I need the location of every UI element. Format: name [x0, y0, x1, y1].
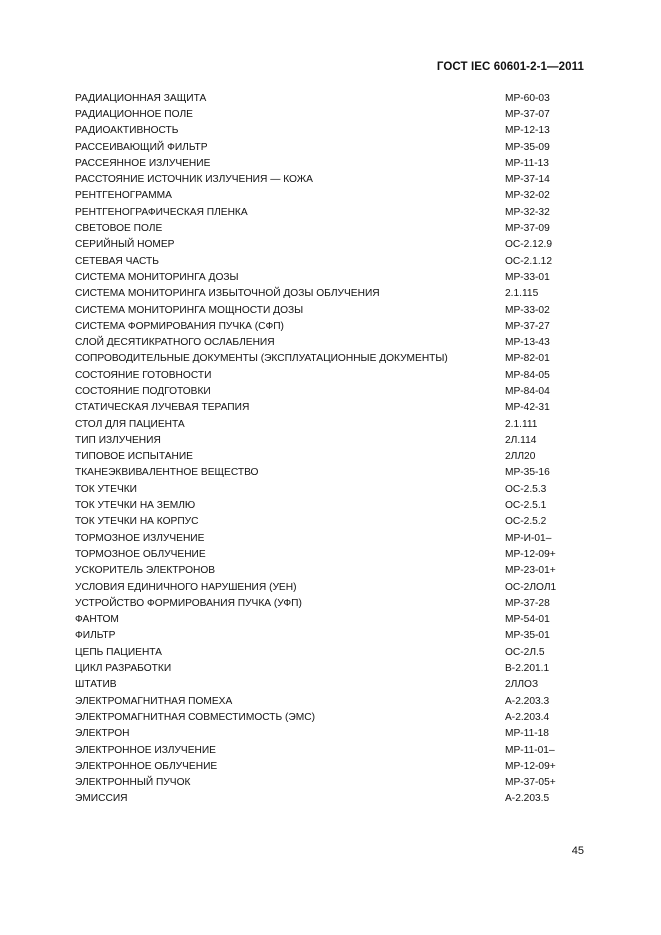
term-reference: МР-23-01+ — [505, 565, 556, 577]
term-row — [75, 774, 575, 790]
term-row — [75, 334, 575, 350]
term-row — [75, 563, 575, 579]
term-reference: 2ЛЛОЗ — [505, 679, 539, 691]
term-name: ЭЛЕКТРОННОЕ ИЗЛУЧЕНИЕ — [75, 744, 216, 756]
term-row — [75, 742, 575, 758]
term-name: СЕРИЙНЫЙ НОМЕР — [75, 239, 175, 251]
term-reference: МР-60-03 — [505, 92, 550, 104]
term-reference: МР-84-04 — [505, 385, 550, 397]
term-row — [75, 432, 575, 448]
term-reference: МР-37-14 — [505, 174, 550, 186]
term-row — [75, 595, 575, 611]
term-name: ТОРМОЗНОЕ ОБЛУЧЕНИЕ — [75, 548, 206, 560]
term-row — [75, 220, 575, 236]
term-reference: В-2.201.1 — [505, 663, 550, 675]
term-name: СВЕТОВОЕ ПОЛЕ — [75, 223, 163, 235]
term-name: РАССТОЯНИЕ ИСТОЧНИК ИЗЛУЧЕНИЯ — КОЖА — [75, 174, 313, 186]
term-reference: МР-32-02 — [505, 190, 550, 202]
term-reference: 2.1.111 — [505, 418, 538, 430]
term-row — [75, 106, 575, 122]
term-name: УСЛОВИЯ ЕДИНИЧНОГО НАРУШЕНИЯ (УЕН) — [75, 581, 297, 593]
term-row — [75, 726, 575, 742]
term-row — [75, 367, 575, 383]
term-row — [75, 546, 575, 562]
term-name: ЦИКЛ РАЗРАБОТКИ — [75, 663, 172, 675]
term-name: ЭЛЕКТРОННЫЙ ПУЧОК — [75, 777, 191, 789]
term-reference: МР-37-05+ — [505, 777, 556, 789]
term-name: ТОРМОЗНОЕ ИЗЛУЧЕНИЕ — [75, 532, 205, 544]
term-row — [75, 383, 575, 399]
term-name: ФИЛЬТР — [75, 630, 116, 642]
term-reference: МР-11-13 — [505, 157, 549, 169]
term-row — [75, 612, 575, 628]
term-name: РАДИАЦИОННОЕ ПОЛЕ — [75, 108, 193, 120]
term-row — [75, 123, 575, 139]
term-name: УСКОРИТЕЛЬ ЭЛЕКТРОНОВ — [75, 565, 216, 577]
term-reference: А-2.203.3 — [505, 695, 550, 707]
term-row — [75, 497, 575, 513]
term-reference: 2Л.114 — [505, 434, 537, 446]
term-row — [75, 318, 575, 334]
term-name: ЭЛЕКТРОМАГНИТНАЯ СОВМЕСТИМОСТЬ (ЭМС) — [75, 711, 315, 723]
term-row — [75, 286, 575, 302]
term-row — [75, 758, 575, 774]
term-name: ТОК УТЕЧКИ — [75, 483, 137, 495]
term-name: РАССЕЯННОЕ ИЗЛУЧЕНИЕ — [75, 157, 211, 169]
term-name: РАДИОАКТИВНОСТЬ — [75, 125, 179, 137]
term-row — [75, 416, 575, 432]
term-row — [75, 188, 575, 204]
term-reference: 2ЛЛ20 — [505, 451, 536, 463]
term-reference: А-2.203.4 — [505, 711, 550, 723]
term-name: ТИПОВОЕ ИСПЫТАНИЕ — [75, 451, 193, 463]
term-name: СОСТОЯНИЕ ГОТОВНОСТИ — [75, 369, 212, 381]
term-row — [75, 644, 575, 660]
term-row — [75, 579, 575, 595]
term-name: ТОК УТЕЧКИ НА ЗЕМЛЮ — [75, 500, 196, 512]
term-row — [75, 660, 575, 676]
term-reference: МР-12-09+ — [505, 548, 556, 560]
term-reference: МР-35-09 — [505, 141, 550, 153]
term-reference: МР-37-09 — [505, 223, 550, 235]
term-reference: МР-12-09+ — [505, 760, 556, 772]
term-reference: МР-13-43 — [505, 337, 550, 349]
term-reference: ОС-2.5.1 — [505, 500, 547, 512]
term-row — [75, 449, 575, 465]
term-name: СТАТИЧЕСКАЯ ЛУЧЕВАЯ ТЕРАПИЯ — [75, 402, 250, 414]
term-reference: ОС-2.1.12 — [505, 255, 552, 267]
term-name: ШТАТИВ — [75, 679, 117, 691]
term-reference: МР-35-01 — [505, 630, 550, 642]
term-reference: МР-11-18 — [505, 728, 549, 740]
term-reference: МР-11-01– — [505, 744, 555, 756]
term-name: СИСТЕМА МОНИТОРИНГА ДОЗЫ — [75, 271, 239, 283]
term-row — [75, 791, 575, 807]
term-name: ТОК УТЕЧКИ НА КОРПУС — [75, 516, 199, 528]
term-name: СЕТЕВАЯ ЧАСТЬ — [75, 255, 159, 267]
term-row — [75, 237, 575, 253]
term-name: ЭЛЕКТРОННОЕ ОБЛУЧЕНИЕ — [75, 760, 218, 772]
term-reference: ОС-2ЛОЛ1 — [505, 581, 557, 593]
term-row — [75, 269, 575, 285]
term-reference: МР-33-02 — [505, 304, 550, 316]
term-row — [75, 677, 575, 693]
term-reference: МР-12-13 — [505, 125, 550, 137]
term-name: СИСТЕМА МОНИТОРИНГА ИЗБЫТОЧНОЙ ДОЗЫ ОБЛУЧЕНИЯ — [75, 288, 380, 300]
term-name: УСТРОЙСТВО ФОРМИРОВАНИЯ ПУЧКА (УФП) — [75, 597, 302, 609]
term-name: РЕНТГЕНОГРАФИЧЕСКАЯ ПЛЕНКА — [75, 206, 248, 218]
term-name: РЕНТГЕНОГРАММА — [75, 190, 172, 202]
term-reference: МР-37-28 — [505, 597, 550, 609]
term-name: СОПРОВОДИТЕЛЬНЫЕ ДОКУМЕНТЫ (ЭКСПЛУАТАЦИОННЫЕ ДОКУМЕНТЫ) — [75, 353, 448, 365]
term-reference: ОС-2.12.9 — [505, 239, 552, 251]
term-row — [75, 530, 575, 546]
term-name: СОСТОЯНИЕ ПОДГОТОВКИ — [75, 385, 211, 397]
term-reference: ОС-2.5.3 — [505, 483, 547, 495]
term-name: СИСТЕМА МОНИТОРИНГА МОЩНОСТИ ДОЗЫ — [75, 304, 304, 316]
term-index-list — [75, 90, 575, 807]
term-name: ЭМИССИЯ — [75, 793, 128, 805]
term-reference: МР-54-01 — [505, 614, 550, 626]
term-reference: МР-И-01– — [505, 532, 552, 544]
term-reference: МР-32-32 — [505, 206, 550, 218]
term-row — [75, 253, 575, 269]
term-row — [75, 481, 575, 497]
term-name: СЛОЙ ДЕСЯТИКРАТНОГО ОСЛАБЛЕНИЯ — [75, 337, 275, 349]
term-row — [75, 514, 575, 530]
term-row — [75, 628, 575, 644]
term-row — [75, 90, 575, 106]
term-name: РАДИАЦИОННАЯ ЗАЩИТА — [75, 92, 207, 104]
term-reference: МР-84-05 — [505, 369, 550, 381]
term-row — [75, 351, 575, 367]
term-row — [75, 171, 575, 187]
term-row — [75, 465, 575, 481]
term-name: ЦЕПЬ ПАЦИЕНТА — [75, 646, 162, 658]
term-name: СТОЛ ДЛЯ ПАЦИЕНТА — [75, 418, 185, 430]
term-name: СИСТЕМА ФОРМИРОВАНИЯ ПУЧКА (СФП) — [75, 320, 284, 332]
term-name: ЭЛЕКТРОМАГНИТНАЯ ПОМЕХА — [75, 695, 233, 707]
term-reference: 2.1.115 — [505, 288, 539, 300]
term-row — [75, 139, 575, 155]
term-reference: МР-37-27 — [505, 320, 550, 332]
term-row — [75, 693, 575, 709]
term-reference: МР-33-01 — [505, 271, 550, 283]
term-name: ТИП ИЗЛУЧЕНИЯ — [75, 434, 161, 446]
document-header: ГОСТ IEC 60601-2-1—2011 — [436, 61, 584, 73]
page-number: 45 — [571, 845, 584, 857]
term-row — [75, 302, 575, 318]
term-row — [75, 709, 575, 725]
term-row — [75, 204, 575, 220]
term-name: ЭЛЕКТРОН — [75, 728, 130, 740]
term-reference: ОС-2.5.2 — [505, 516, 547, 528]
term-name: ТКАНЕЭКВИВАЛЕНТНОЕ ВЕЩЕСТВО — [75, 467, 259, 479]
term-reference: А-2.203.5 — [505, 793, 550, 805]
term-reference: ОС-2Л.5 — [505, 646, 545, 658]
term-reference: МР-42-31 — [505, 402, 550, 414]
term-reference: МР-37-07 — [505, 108, 550, 120]
term-row — [75, 155, 575, 171]
term-row — [75, 400, 575, 416]
term-name: ФАНТОМ — [75, 614, 119, 626]
term-name: РАССЕИВАЮЩИЙ ФИЛЬТР — [75, 141, 208, 153]
term-reference: МР-35-16 — [505, 467, 550, 479]
term-reference: МР-82-01 — [505, 353, 550, 365]
